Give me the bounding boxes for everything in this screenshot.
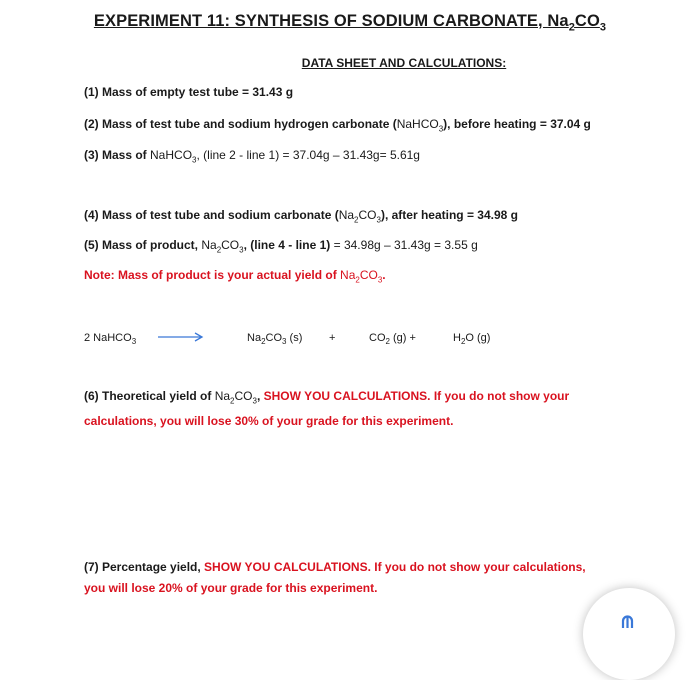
- hand-pointer-icon: [615, 614, 641, 628]
- reaction-product-water: $H_2O$ (g): [453, 332, 491, 347]
- reaction-arrow-icon: [158, 331, 204, 343]
- floating-action-button[interactable]: [583, 588, 675, 680]
- item-1-empty-tube-mass: (1) Mass of empty test tube = 31.43 g: [84, 85, 294, 99]
- item-7-percentage-yield: (7) Percentage yield, SHOW YOU CALCULATIONS. If you do not show your calculations, you will lose 20% of your grade for this experiment.: [84, 560, 586, 595]
- reaction-plus-sign: +: [329, 332, 336, 344]
- item-3-bicarbonate-mass: (3) Mass of NaHCO$_3$, (line 2 - line 1) = 37.04g – 31.43g= 5.61g: [84, 148, 420, 165]
- reaction-reactant: 2 NaHCO$_3$: [84, 332, 137, 347]
- item-4-tube-carbonate-mass: (4) Mass of test tube and sodium carbonate $(Na_2CO_3)$, after heating = 34.98 g: [84, 208, 518, 225]
- page-title: EXPERIMENT 11: SYNTHESIS OF SODIUM CARBONATE, $Na_2CO_3$: [93, 12, 607, 34]
- reaction-product-carbon-dioxide: $CO_2$ (g) +: [369, 332, 416, 347]
- reaction-product-sodium-carbonate: $Na_2CO_3$ (s): [247, 332, 303, 347]
- note-actual-yield: Note: Mass of product is your actual yield of $Na_2CO_3$.: [84, 268, 386, 285]
- item-5-product-mass: (5) Mass of product, $Na_2CO_3$, (line 4 - line 1) = 34.98g – 31.43g = 3.55 g: [84, 238, 478, 255]
- item-2-tube-bicarbonate-mass: (2) Mass of test tube and sodium hydrogen carbonate (NaHCO$_3$), before heating = 37.04 g: [84, 117, 591, 134]
- item-6-theoretical-yield: (6) Theoretical yield of $Na_2CO_3$, SHOW YOU CALCULATIONS. If you do not show your calculations, you will lose 30% of your grade for this experiment.: [84, 389, 570, 429]
- section-subtitle: DATA SHEET AND CALCULATIONS:: [301, 56, 507, 70]
